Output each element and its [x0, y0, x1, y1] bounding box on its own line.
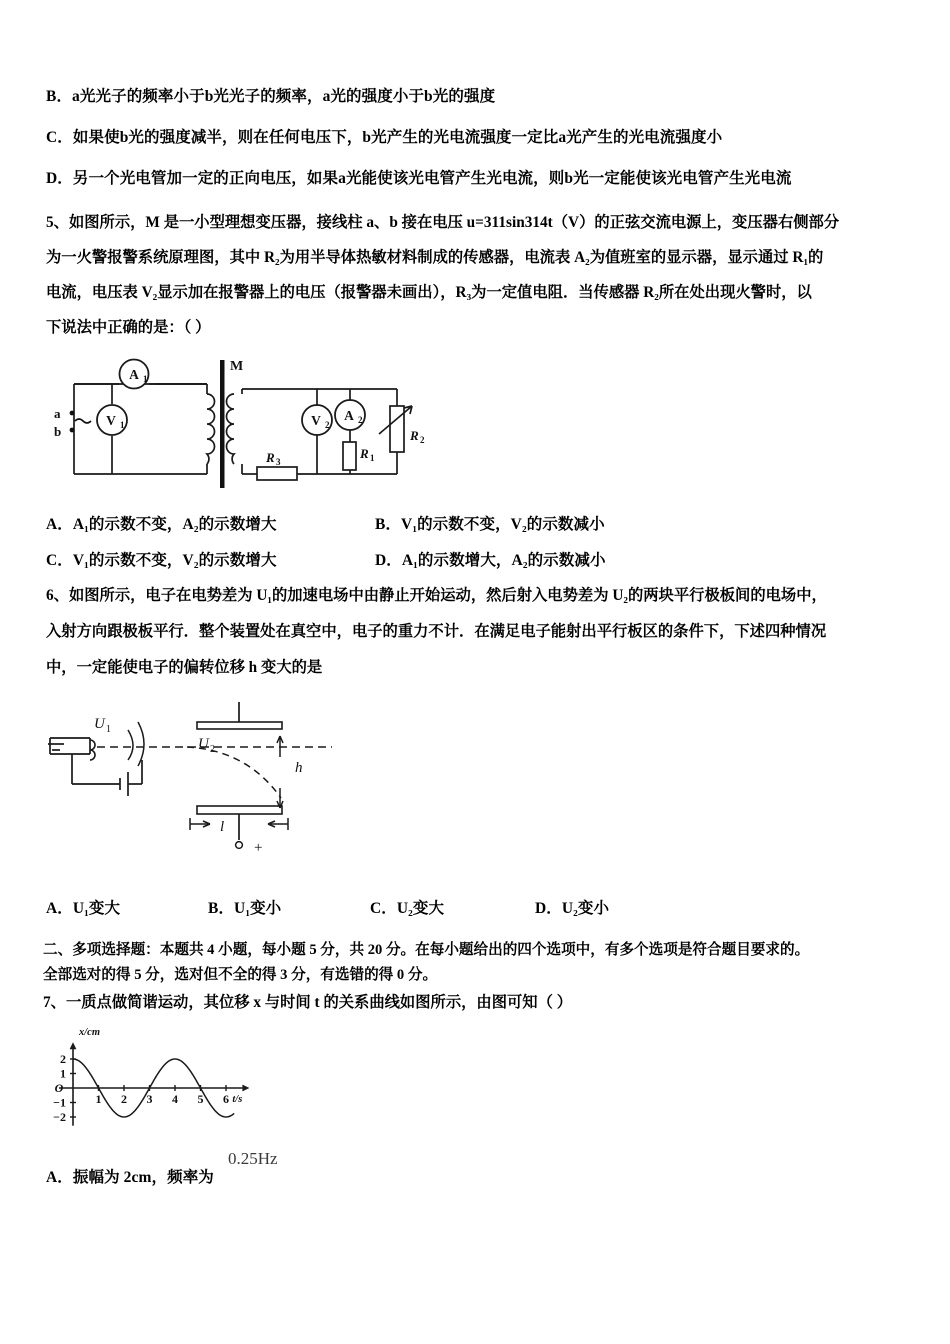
origin-label: O: [54, 1081, 64, 1095]
svg-text:3: 3: [276, 457, 281, 467]
q6-stem-line-1: 6、如图所示，电子在电势差为 U₁的加速电场中由静止开始运动，然后射入电势差为 U₂的两块平行极板间的电场中，: [46, 587, 827, 604]
svg-text:1: 1: [143, 374, 148, 384]
terminal-a-dot: [70, 411, 75, 416]
q5-stem-line-2: 为一火警报警系统原理图，其中 R₂为用半导体热敏材料制成的传感器，电流表 A₂为值班室的显示器，显示通过 R₁的: [46, 249, 824, 266]
terminal-b-dot: [70, 428, 75, 433]
q5-option-a: A．A₁的示数不变，A₂的示数增大: [46, 516, 277, 533]
q7-option-a-value: 0.25Hz: [228, 1149, 278, 1168]
q6-option-a: A．U₁变大: [46, 900, 121, 917]
svg-text:V: V: [311, 413, 321, 428]
lower-plate: [197, 806, 282, 848]
y-tick-label: 2: [60, 1052, 66, 1066]
x-tick-label: 6: [223, 1092, 229, 1106]
svg-text:A: A: [344, 408, 354, 423]
accelerating-grid: [128, 722, 144, 766]
section2-heading-line2: 全部选对的得 5 分，选对但不全的得 3 分，有选错的得 0 分。: [43, 967, 438, 983]
x-tick-label: 1: [95, 1092, 102, 1106]
secondary-coil: [227, 394, 234, 464]
q5-option-d: D．A₁的示数增大，A₂的示数减小: [375, 552, 606, 569]
y-tick-label: −2: [53, 1110, 66, 1124]
q6-stem-line-2: 入射方向跟极板平行．整个装置处在真空中，电子的重力不计．在满足电子能射出平行板区的条件下，下述四种情况: [46, 623, 827, 640]
terminal-a-label: a: [54, 406, 61, 421]
q5-option-c: C．V₁的示数不变，V₂的示数增大: [46, 552, 277, 569]
deflect-voltage-label: U: [198, 736, 209, 752]
q5-stem-line-4: 下说法中正确的是：（ ）: [46, 319, 211, 336]
y-axis-arrow: [70, 1042, 77, 1049]
voltmeter-v1: [97, 405, 127, 435]
terminal-b-label: b: [54, 424, 62, 439]
battery: [120, 772, 128, 796]
q4-option-d: D．另一个光电管加一定的正向电压，如果a光能使该光电管产生光电流，则b光一定能使该光电管产生光电流: [46, 170, 792, 187]
y-axis-label: x/cm: [79, 1027, 100, 1038]
voltmeter-v2: [302, 405, 332, 435]
q6-option-d: D．U₂变小: [535, 900, 610, 917]
ammeter-a1: [120, 360, 149, 389]
q4-option-b: B．a光光子的频率小于b光光子的频率，a光的强度小于b光的强度: [46, 88, 496, 105]
svg-text:2: 2: [358, 415, 363, 425]
svg-text:2: 2: [420, 435, 425, 445]
electron-trajectory: [187, 747, 281, 798]
svg-text:1: 1: [120, 420, 125, 430]
electron-gun: [48, 738, 120, 784]
resistor-r3-label: R: [266, 450, 275, 465]
deflection-label-h: h: [295, 760, 303, 776]
ac-source-symbol: [75, 419, 91, 423]
q5-stem-line-3: 电流，电压表 V₂显示加在报警器上的电压（报警器未画出），R₃为一定值电阻．当传感器 R₂所在处出现火警时，以: [46, 284, 812, 301]
x-tick-label: 2: [121, 1092, 127, 1106]
plate-length-label: l: [220, 819, 225, 835]
y-tick-label: 1: [60, 1066, 66, 1081]
polarity-plus: +: [254, 840, 263, 856]
q5-stem-line-1: 5、如图所示，M 是一小型理想变压器，接线柱 a、b 接在电压 u=311sin314t（V）的正弦交流电源上，变压器右侧部分: [46, 214, 840, 231]
transformer-core: [220, 360, 225, 488]
x-tick-label: 5: [197, 1092, 204, 1106]
x-tick-label: 3: [146, 1092, 153, 1106]
q6-option-b: B．U₁变小: [208, 900, 282, 917]
resistor-r1: [343, 442, 356, 470]
q7-option-a-prefix: A．振幅为 2cm，频率为: [46, 1169, 214, 1186]
transformer-label-m: M: [230, 359, 244, 374]
q7-stem: 7、一质点做简谐运动，其位移 x 与时间 t 的关系曲线如图所示，由图可知（ ）: [43, 994, 573, 1011]
q6-stem-line-3: 中，一定能使电子的偏转位移 h 变大的是: [46, 659, 323, 676]
svg-text:1: 1: [370, 453, 375, 463]
primary-coil: [207, 394, 215, 464]
svg-text:A: A: [129, 367, 139, 382]
q6-option-c: C．U₂变大: [370, 900, 445, 917]
q5-option-b: B．V₁的示数不变，V₂的示数减小: [375, 516, 605, 533]
q7-shm-graph: [45, 1022, 275, 1157]
resistor-r2-thermistor: [390, 406, 404, 452]
x-axis-arrow: [242, 1085, 249, 1092]
accel-voltage-label: U: [94, 716, 105, 732]
resistor-r2-label: R: [410, 428, 419, 443]
resistor-r3: [257, 467, 297, 480]
x-tick-label: 4: [172, 1092, 178, 1106]
ammeter-a2: [335, 400, 365, 430]
svg-text:V: V: [106, 413, 116, 428]
terminal-node: [236, 842, 243, 849]
resistor-r1-label: R: [360, 446, 369, 461]
q4-option-c: C．如果使b光的强度减半，则在任何电压下，b光产生的光电流强度一定比a光产生的光电流强度小: [46, 129, 723, 146]
svg-text:2: 2: [325, 420, 330, 430]
q6-deflection-figure: [42, 700, 382, 870]
upper-plate: [197, 702, 282, 729]
x-axis-label: t/s: [232, 1094, 243, 1105]
svg-text:1: 1: [106, 724, 111, 735]
svg-text:2: 2: [210, 744, 215, 755]
q5-circuit-figure: [52, 356, 452, 496]
section2-heading-line1: 二、多项选择题：本题共 4 小题，每小题 5 分，共 20 分。在每小题给出的四个选项中，有多个选项是符合题目要求的。: [43, 942, 810, 958]
y-tick-label: −1: [53, 1095, 66, 1110]
